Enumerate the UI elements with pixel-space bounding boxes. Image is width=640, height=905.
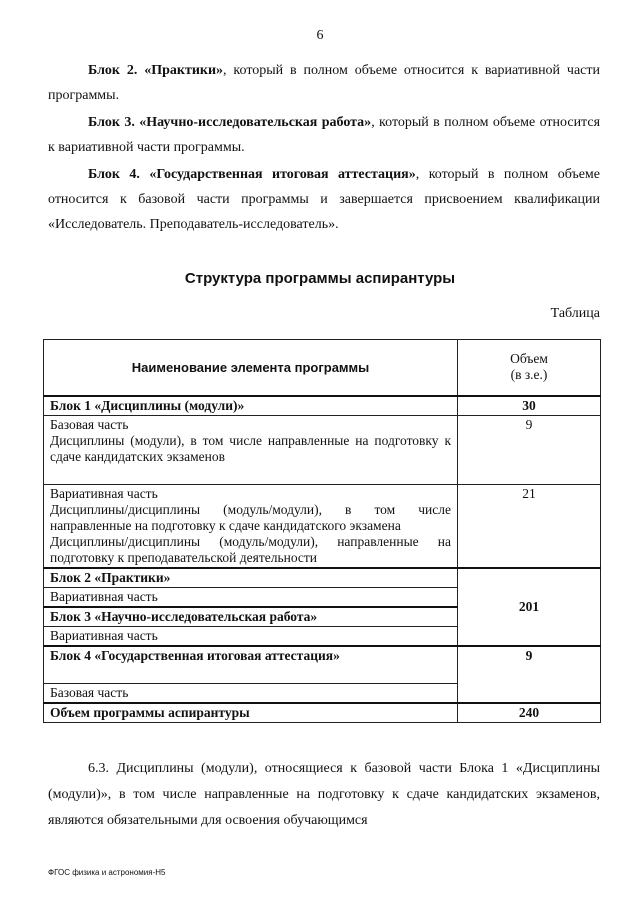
block4-volume: 9 [458, 646, 601, 704]
footer-text: ФГОС физика и астрономия-Н5 [48, 868, 166, 877]
block3-variative: Вариативная часть [44, 626, 458, 646]
base-part-volume: 9 [458, 415, 601, 484]
total-label: Объем программы аспирантуры [44, 703, 458, 723]
block1-volume: 30 [458, 396, 601, 416]
paragraph-block-3 [48, 110, 600, 160]
base-part-cell [44, 415, 458, 484]
paragraph-bold: Блок 4. «Государственная итоговая аттестация» [88, 167, 416, 182]
page-number: 6 [316, 28, 324, 43]
variative-part-label: Вариативная часть [50, 485, 158, 501]
table-row [44, 646, 601, 684]
table-label: Таблица [550, 306, 600, 321]
base-disciplines-text: Дисциплины (модули), в том числе направленные на подготовку к сдаче кандидатских экзаменов [50, 432, 451, 464]
block4-base: Базовая часть [44, 684, 458, 704]
block3-label: Блок 3 «Научно-исследовательская работа» [44, 607, 458, 627]
variative-part-cell [44, 484, 458, 568]
header-volume [458, 340, 601, 396]
table-header-row [44, 340, 601, 396]
variative-disciplines-2: Дисциплины/дисциплины (модуль/модули), направленные на подготовку к преподавательской деятельности [50, 533, 451, 565]
header-volume-line1: Объем [510, 351, 548, 367]
paragraph-text: , который в полном объеме относится к вариативной части программы. [48, 63, 600, 103]
table-row [44, 484, 601, 568]
base-part-label: Базовая часть [50, 416, 129, 432]
closing-paragraph [48, 756, 600, 834]
closing-paragraph-text: 6.3. Дисциплины (модули), относящиеся к базовой части Блока 1 «Дисциплины (модули)», в том числе направленные на подготовку к сдаче кандидатских экзаменов, являются обязательными для освоения обучающимся [48, 761, 600, 828]
table-row [44, 415, 601, 484]
paragraph-block-4 [48, 162, 600, 237]
table-title: Структура программы аспирантуры [184, 270, 456, 287]
paragraph-text: , который в полном объеме относится к вариативной части программы. [48, 115, 601, 155]
block2-variative: Вариативная часть [44, 587, 458, 607]
table-row [44, 568, 601, 588]
total-volume: 240 [458, 703, 601, 723]
block23-volume: 201 [458, 568, 601, 646]
block4-label: Блок 4 «Государственная итоговая аттестация» [44, 646, 458, 684]
program-structure-table [43, 339, 601, 723]
paragraph-bold: Блок 2. «Практики» [88, 63, 224, 78]
header-volume-line2: (в з.е.) [510, 367, 548, 383]
paragraph-text: , который в полном объеме относится к базовой части программы и завершается присвоением квалификации «Исследователь. Преподаватель-исследователь». [48, 167, 600, 232]
block1-label: Блок 1 «Дисциплины (модули)» [44, 396, 458, 416]
variative-disciplines-1: Дисциплины/дисциплины (модуль/модули), в том числе направленные на подготовку к сдаче кандидатского экзамена [50, 501, 451, 533]
table-row [44, 703, 601, 723]
variative-part-volume: 21 [458, 484, 601, 568]
block2-label: Блок 2 «Практики» [44, 568, 458, 588]
paragraph-bold: Блок 3. «Научно-исследовательская работа» [88, 115, 372, 130]
header-name: Наименование элемента программы [44, 340, 458, 396]
table-row [44, 396, 601, 416]
paragraph-block-2 [48, 58, 600, 108]
